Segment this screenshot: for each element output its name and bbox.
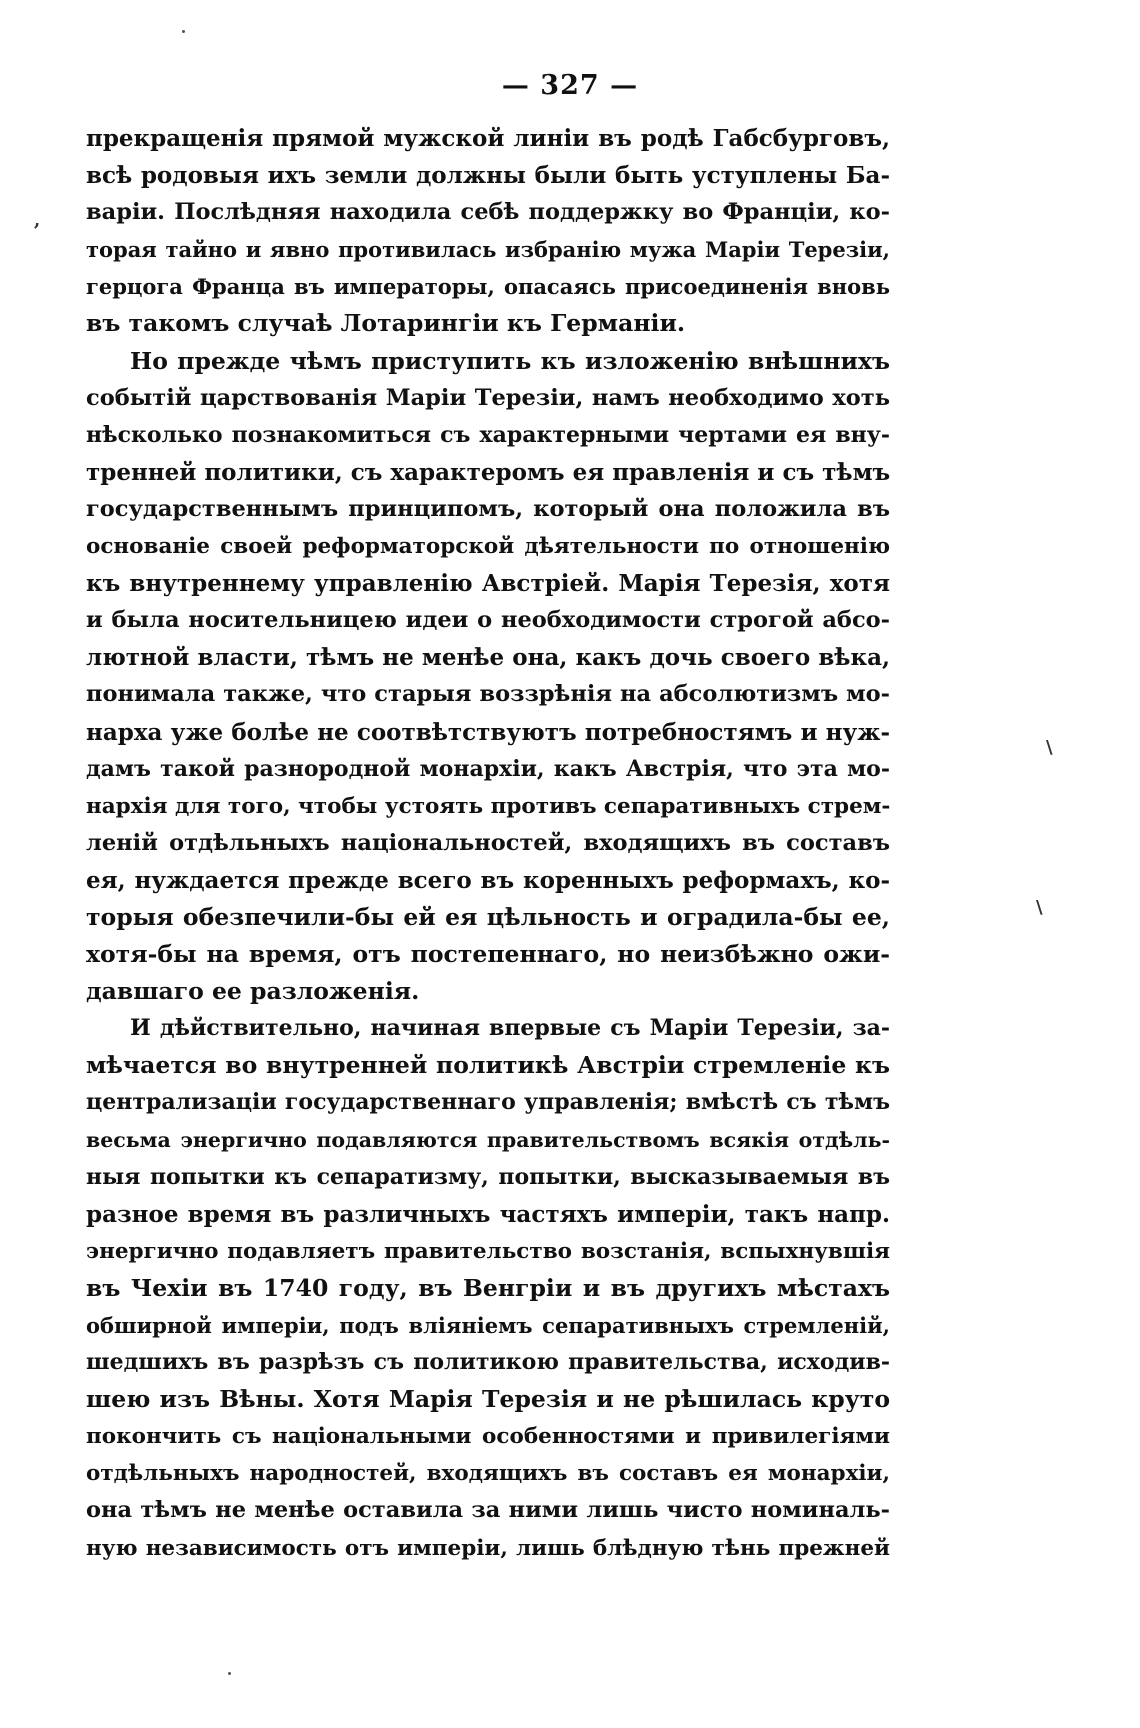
text-line: нѣсколько познакомиться съ характерными чертами ея вну-: [86, 421, 890, 448]
text-line: прекращенія прямой мужской линіи въ родѣ Габсбурговъ,: [86, 125, 890, 152]
text-line: ную независимость отъ имперіи, лишь блѣдную тѣнь прежней: [86, 1535, 890, 1561]
text-line: понимала также, что старыя воззрѣнія на абсолютизмъ мо-: [86, 681, 890, 708]
scan-speck: [182, 30, 185, 33]
text-block: [86, 120, 890, 1567]
text-line: Но прежде чѣмъ приступить къ изложенію внѣшнихъ: [130, 346, 890, 375]
text-line: разное время въ различныхъ частяхъ имперіи, такъ напр.: [86, 1200, 890, 1228]
text-line: шею изъ Вѣны. Хотя Марія Терезія и не рѣшилась круто: [86, 1385, 890, 1414]
text-line: къ внутреннему управленію Австріей. Марія Терезія, хотя: [86, 570, 890, 598]
text-line: государственнымъ принципомъ, который она положила въ: [86, 495, 890, 522]
paragraph: [86, 120, 890, 343]
text-line: она тѣмъ не менѣе оставила за ними лишь чисто номиналь-: [86, 1497, 890, 1524]
text-line: ея, нуждается прежде всего въ коренныхъ реформахъ, ко-: [86, 866, 890, 894]
text-line: герцога Франца въ императоры, опасаясь присоединенія вновь: [86, 274, 890, 300]
scan-speck: ,: [34, 210, 41, 231]
scan-speck: \: [1036, 897, 1043, 918]
text-line: всѣ родовыя ихъ земли должны были быть уступлены Ба-: [86, 162, 890, 190]
scan-speck: [228, 1672, 231, 1675]
page-number: — 327 —: [501, 70, 639, 101]
text-line: въ такомъ случаѣ Лотарингіи къ Германіи.: [86, 309, 686, 338]
paragraph: [86, 1010, 890, 1566]
text-line: въ Чехіи въ 1740 году, въ Венгріи и въ другихъ мѣстахъ: [86, 1273, 890, 1302]
text-line: торая тайно и явно противилась избранію мужа Маріи Терезіи,: [86, 237, 890, 263]
text-line: леній отдѣльныхъ національностей, входящихъ въ составъ: [86, 829, 890, 856]
text-line: отдѣльныхъ народностей, входящихъ въ составъ ея монархіи,: [86, 1461, 890, 1487]
text-line: мѣчается во внутренней политикѣ Австріи стремленіе къ: [86, 1051, 890, 1080]
text-line: лютной власти, тѣмъ не менѣе она, какъ дочь своего вѣка,: [86, 644, 890, 672]
text-line: обширной имперіи, подъ вліяніемъ сепаративныхъ стремленій,: [86, 1313, 890, 1338]
text-line: ныя попытки къ сепаратизму, попытки, высказываемыя въ: [86, 1163, 890, 1190]
text-line: дамъ такой разнородной монархіи, какъ Австрія, что эта мо-: [86, 755, 890, 782]
text-line: нарха уже болѣе не соотвѣтствуютъ потребностямъ и нуж-: [86, 718, 890, 746]
text-line: весьма энергично подавляются правительствомъ всякія отдѣль-: [86, 1127, 890, 1152]
paragraph: [86, 343, 890, 1011]
text-line: покончить съ національными особенностями и привилегіями: [86, 1424, 890, 1450]
text-line: основаніе своей реформаторской дѣятельности по отношенію: [86, 534, 890, 560]
text-line: торыя обезпечили-бы ей ея цѣльность и оградила-бы ее,: [86, 902, 890, 931]
text-line: и была носительницею идеи о необходимости строгой абсо-: [86, 607, 890, 634]
text-line: И дѣйствительно, начиная впервые съ Маріи Терезіи, за-: [130, 1015, 890, 1042]
text-line: хотя-бы на время, отъ постепеннаго, но неизбѣжно ожи-: [86, 940, 890, 969]
text-line: шедшихъ въ разрѣзъ съ политикою правительства, исходив-: [86, 1349, 890, 1376]
text-line: давшаго ее разложенія.: [86, 977, 420, 1006]
text-line: событій царствованія Маріи Терезіи, намъ необходимо хоть: [86, 384, 890, 411]
text-line: варіи. Послѣдняя находила себѣ поддержку во Франціи, ко-: [86, 199, 890, 226]
text-line: нархія для того, чтобы устоять противъ сепаративныхъ стрем-: [86, 793, 891, 819]
text-line: централизаціи государственнаго управленія; вмѣстѣ съ тѣмъ: [86, 1089, 890, 1116]
scan-speck: \: [1046, 737, 1053, 758]
text-line: энергично подавляетъ правительство возстанія, вспыхнувшія: [86, 1238, 890, 1264]
text-line: тренней политики, съ характеромъ ея правленія и съ тѣмъ: [86, 458, 891, 486]
